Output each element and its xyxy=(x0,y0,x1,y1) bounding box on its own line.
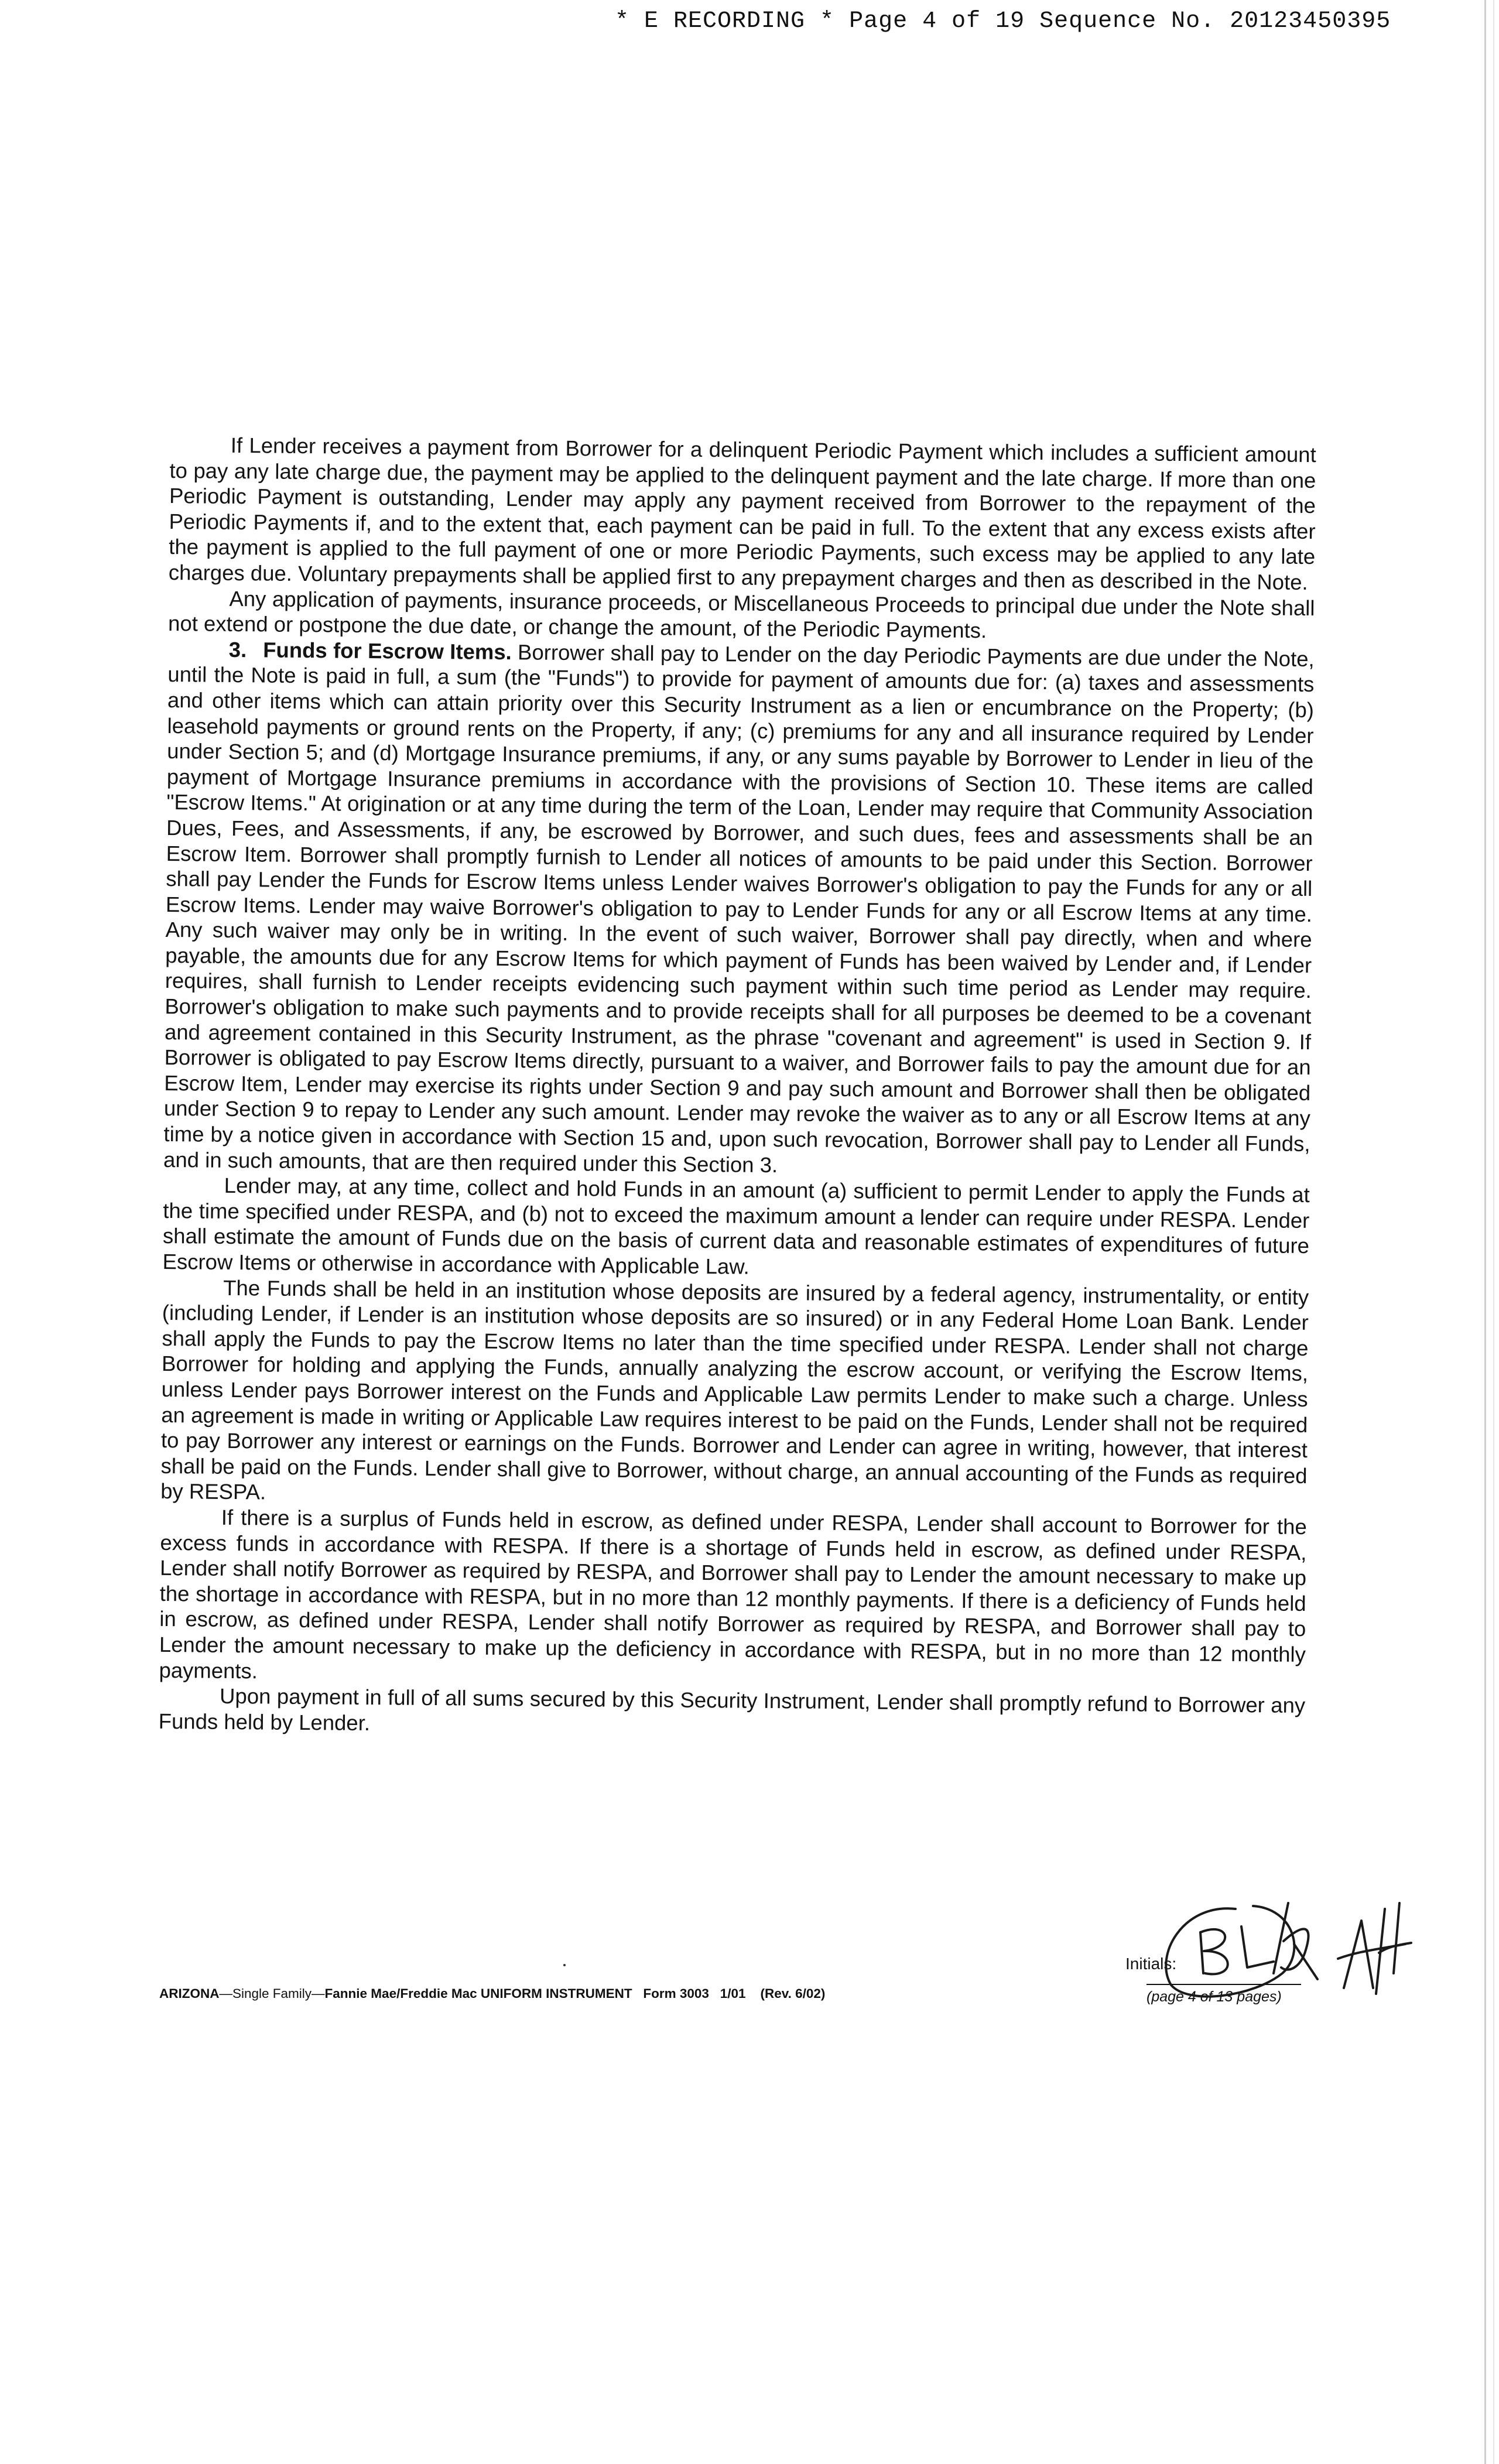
paragraph-collect-funds: Lender may, at any time, collect and hold Funds in an amount (a) sufficient to permit Lender to apply the Funds at the time specified under RESPA, and (b) not to exceed the maximum amount a lender can require under RESPA. Lender shall estimate the amount of Funds due on the basis of current data and reasonable estimates of expenditures of future Escrow Items or otherwise in accordance with Applicable Law. xyxy=(162,1173,1310,1279)
form-date: 1/01 xyxy=(720,1986,746,2001)
page-count: (page 4 of 13 pages) xyxy=(1147,1989,1282,2005)
section-number: 3. xyxy=(228,637,247,662)
stray-mark xyxy=(563,1964,566,1966)
initials-label: Initials: xyxy=(1125,1955,1177,1973)
section-body: Borrower shall pay to Lender on the day Periodic Payments are due under the Note, until the Note is paid in full, a sum (the "Funds") to provide for payment of amounts due for: (a) taxes and assessments and other items which can attain priority over this Security Instrument as a lien or encumbrance on the Property; (b) leasehold payments or ground rents on the Property, if any; (c) premiums for any and all insurance required by Lender under Section 5; and (d) Mortgage Insurance premiums, if any, or any sums payable by Borrower to Lender in lieu of the payment of Mortgage Insurance premiums in accordance with the provisions of Section 10. These items are called "Escrow Items." At origination or at any time during the term of the Loan, Lender may require that Community Association Dues, Fees, and Assessments, if any, be escrowed by Borrower, and such dues, fees and assessments shall be an Escrow Item. Borrower shall promptly furnish to Lender all notices of amounts to be paid under this Section. Borrower shall pay Lender the Funds for Escrow Items unless Lender waives Borrower's obligation to pay the Funds for any or all Escrow Items. Lender may waive Borrower's obligation to pay to Lender Funds for any or all Escrow Items at any time. Any such waiver may only be in writing. In the event of such waiver, Borrower shall pay directly, when and where payable, the amounts due for any Escrow Items for which payment of Funds has been waived by Lender and, if Lender requires, shall furnish to Lender receipts evidencing such payment within such time period as Lender may require. Borrower's obligation to make such payments and to provide receipts shall for all purposes be deemed to be a covenant and agreement contained in this Security Instrument, as the phrase "covenant and agreement" is used in Section 9. If Borrower is obligated to pay Escrow Items directly, pursuant to a waiver, and Borrower fails to pay the amount due for an Escrow Item, Lender may exercise its rights under Section 9 and pay such amount and Borrower shall then be obligated under Section 9 to repay to Lender any such amount. Lender may revoke the waiver as to any or all Escrow Items at any time by a notice given in accordance with Section 15 and, upon such revocation, Borrower shall pay to Lender all Funds, and in such amounts, that are then required under this Section 3. xyxy=(163,639,1315,1177)
paragraph-surplus-shortage: If there is a surplus of Funds held in escrow, as defined under RESPA, Lender shall account to Borrower for the excess funds in accordance with RESPA. If there is a shortage of Funds held in escrow, as defined under RESPA, Lender shall notify Borrower as required by RESPA, and Borrower shall pay to Lender the amount necessary to make up the shortage in accordance with RESPA, but in no more than 12 monthly payments. If there is a deficiency of Funds held in escrow, as defined under RESPA, Lender shall notify Borrower as required by RESPA, and Borrower shall pay to Lender the amount necessary to make up the deficiency in accordance with RESPA, but in no more than 12 monthly payments. xyxy=(159,1505,1307,1683)
form-state: ARIZONA xyxy=(159,1986,220,2001)
form-revision: (Rev. 6/02) xyxy=(760,1986,826,2001)
paragraph-late-payment: If Lender receives a payment from Borrower for a delinquent Periodic Payment which includes a sufficient amount to pay any late charge due, the payment may be applied to the delinquent payment and the late charge. If more than one Periodic Payment is outstanding, Lender may apply any payment received from Borrower to the repayment of the Periodic Payments if, and to the extent that, each payment can be paid in full. To the extent that any excess exists after the payment is applied to the full payment of one or more Periodic Payments, such excess may be applied to any late charges due. Voluntary prepayments shall be applied first to any prepayment charges and then as described in the Note. xyxy=(168,433,1316,594)
paragraph-application-of-payments: Any application of payments, insurance proceeds, or Miscellaneous Proceeds to principal due under the Note shall not extend or postpone the due date, or change the amount, of the Periodic Payments. xyxy=(167,586,1315,643)
scan-edge-line xyxy=(1484,0,1486,2464)
form-footer xyxy=(159,1986,825,2001)
handwritten-initials-signature xyxy=(1148,1885,1417,2003)
scan-edge-line-secondary xyxy=(1493,0,1494,2464)
form-title: Fannie Mae/Freddie Mac UNIFORM INSTRUMENT xyxy=(324,1986,632,2001)
document-body xyxy=(159,432,1316,1744)
section-heading: Funds for Escrow Items. xyxy=(263,638,512,664)
paragraph-funds-held: The Funds shall be held in an institution whose deposits are insured by a federal agency, instrumentality, or entity (including Lender, if Lender is an institution whose deposits are so insured) or in any Federal Home Loan Bank. Lender shall apply the Funds to pay the Escrow Items no later than the time specified under RESPA. Lender shall not charge Borrower for holding and applying the Funds, annually analyzing the escrow account, or verifying the Escrow Items, unless Lender pays Borrower interest on the Funds and Applicable Law permits Lender to make such a charge. Unless an agreement is made in writing or Applicable Law requires interest to be paid on the Funds, Lender shall not be required to pay Borrower any interest or earnings on the Funds. Borrower and Lender can agree in writing, however, that interest shall be paid on the Funds. Lender shall give to Borrower, without charge, an annual accounting of the Funds as required by RESPA. xyxy=(160,1275,1309,1504)
form-type: —Single Family— xyxy=(219,1986,325,2001)
paragraph-refund: Upon payment in full of all sums secured by this Security Instrument, Lender shall promptly refund to Borrower any Funds held by Lender. xyxy=(158,1683,1306,1735)
form-number: Form 3003 xyxy=(643,1986,709,2001)
section-3-funds-for-escrow xyxy=(163,636,1315,1183)
recording-header: * E RECORDING * Page 4 of 19 Sequence No. 20123450395 xyxy=(615,8,1391,35)
